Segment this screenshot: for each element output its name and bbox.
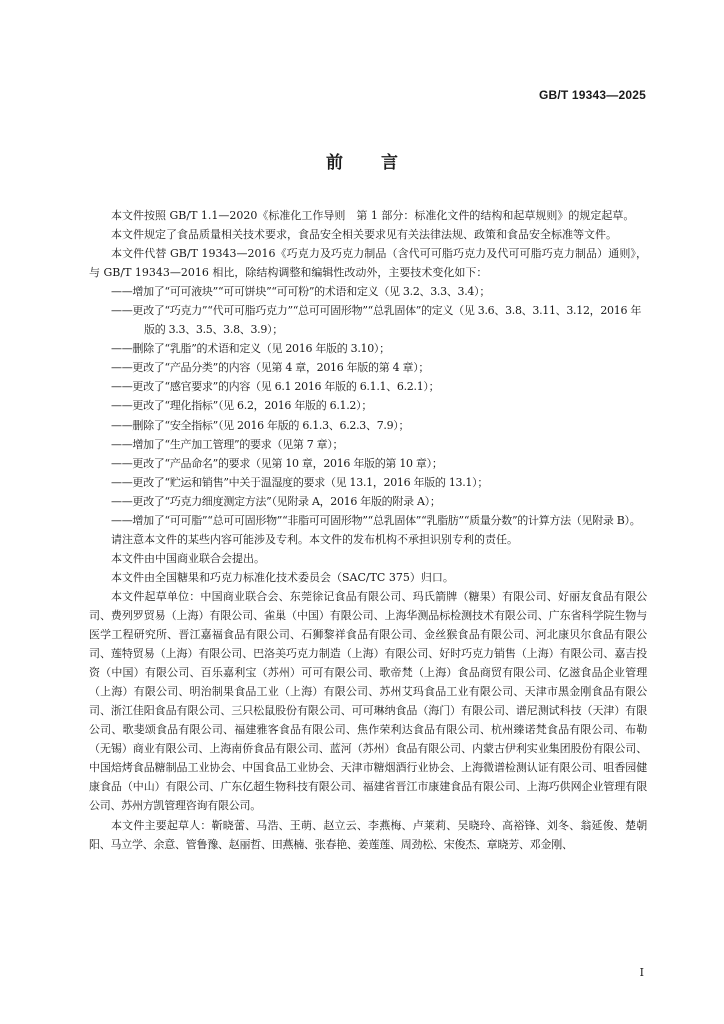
change-item: ——增加了“可可脂”“总可可固形物”“非脂可可固形物”“总乳固体”“乳脂肪”“质量分数”的计算方法（见附录 B）。	[111, 513, 641, 527]
change-item: ——更改了“产品分类”的内容（见第 4 章，2016 年版的第 4 章）；	[111, 361, 430, 375]
drafting-organizations: 本文件起草单位：中国商业联合会、东莞徐记食品有限公司、玛氏箭牌（糖果）有限公司、好丽友食品有限公司、费列罗贸易（上海）有限公司、雀巢（中国）有限公司、上海华测品标检测技术有限公司、广东省科学院生物与医学工程研究所、晋江嘉福食品有限公司、石狮黎祥食品有限公司、金丝猴食品有限公司、河北康贝尔食品有限公司、莲特贸易（上海）有限公司、巴洛美巧克力制造（上海）有限公司、好时巧克力销售（上海）有限公司、嘉吉投资（中国）有限公司、百乐嘉利宝（苏州）可可有限公司、歌帝梵（上海）食品商贸有限公司、亿滋食品企业管理（上海）有限公司、明治制果食品工业（上海）有限公司、苏州艾玛食品工业有限公司、天津市黑金刚食品有限公司、浙江佳阳食品有限公司、三只松鼠股份有限公司、可可琳纳食品（海门）有限公司、谱尼测试科技（天津）有限公司、歌斐颂食品有限公司、福建雅客食品有限公司、焦作荣利达食品有限公司、杭州臻诺梵食品有限公司、布勒（无锡）商业有限公司、上海南侨食品有限公司、蓝河（苏州）食品有限公司、内蒙古伊利实业集团股份有限公司、中国焙烤食品糖制品工业协会、中国食品工业协会、天津市糖烟酒行业协会、上海微谱检测认证有限公司、咀香园健康食品（中山）有限公司、广东亿超生物科技有限公司、福建省晋江市康建食品有限公司、上海巧供网企业管理有限公司、苏州方凯管理咨询有限公司。	[89, 589, 647, 813]
change-item: ——更改了“巧克力”“代可可脂巧克力”“总可可固形物”“总乳固体”的定义（见 3.6、3.8、3.11、3.12，2016 年版的 3.3、3.5、3.8、3.9）；	[111, 304, 642, 337]
page-number: I	[639, 966, 644, 979]
change-item: ——增加了“生产加工管理”的要求（见第 7 章）；	[111, 437, 344, 451]
drafters: 本文件主要起草人：靳晓蕾、马浩、王萌、赵立云、李燕梅、卢莱莉、吴晓玲、高裕锋、刘冬、翁延俊、楚朝阳、马立学、余意、管鲁豫、赵丽哲、田燕楠、张春艳、姜莲莲、周劲松、宋俊杰、章晓芳、邓金刚、	[89, 818, 647, 851]
intro-paragraph: 本文件按照 GB/T 1.1—2020《标准化工作导则 第 1 部分：标准化文件的结构和起草规则》的规定起草。	[111, 209, 635, 222]
document-body	[89, 206, 647, 854]
intro-paragraph: 本文件代替 GB/T 19343—2016《巧克力及巧克力制品（含代可可脂巧克力及代可可脂巧克力制品）通则》，与 GB/T 19343—2016 相比，除结构调整和编辑性改动外，主要技术变化如下：	[89, 247, 647, 280]
page-title: 前言	[326, 153, 436, 173]
change-item: ——更改了“感官要求”的内容（见 6.1 2016 年版的 6.1.1、6.2.1）；	[111, 380, 440, 394]
change-item: ——增加了“可可液块”“可可饼块”“可可粉”的术语和定义（见 3.2、3.3、3.4）；	[111, 285, 491, 299]
proposer-statement: 本文件由中国商业联合会提出。	[111, 551, 265, 565]
change-item: ——删除了“安全指标”（见 2016 年版的 6.1.3、6.2.3、7.9）；	[111, 418, 410, 432]
intro-paragraph: 本文件规定了食品质量相关技术要求，食品安全相关要求见有关法律法规、政策和食品安全标准等文件。	[111, 228, 617, 242]
change-item: ——更改了“巧克力细度测定方法”（见附录 A，2016 年版的附录 A）；	[111, 494, 441, 508]
change-item: ——更改了“产品命名”的要求（见第 10 章，2016 年版的第 10 章）；	[111, 456, 443, 470]
change-item: ——更改了“理化指标”（见 6.2，2016 年版的 6.1.2）；	[111, 399, 373, 413]
standard-code: GB/T 19343—2025	[538, 88, 646, 102]
patent-notice: 请注意本文件的某些内容可能涉及专利。本文件的发布机构不承担识别专利的责任。	[111, 532, 518, 546]
committee-statement: 本文件由全国糖果和巧克力标准化技术委员会（SAC/TC 375）归口。	[111, 570, 454, 584]
change-item: ——删除了“乳脂”的术语和定义（见 2016 年版的 3.10）；	[111, 342, 390, 356]
change-item: ——更改了“贮运和销售”中关于温湿度的要求（见 13.1，2016 年版的 13.1）；	[111, 475, 489, 489]
